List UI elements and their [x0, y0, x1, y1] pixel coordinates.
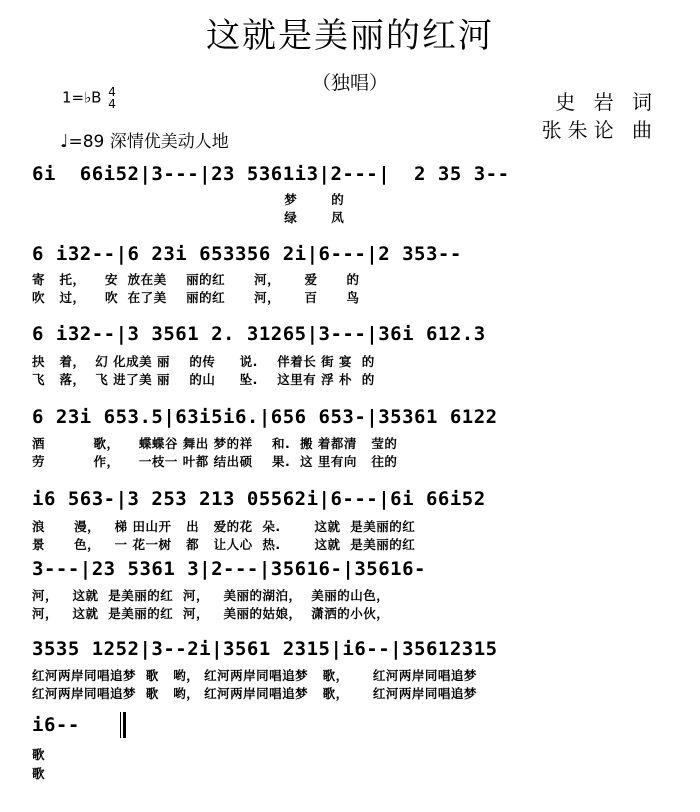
notation-row-6: 3---|23 5361 3|2---|35616-|35616- [32, 558, 426, 580]
quarter-note-icon: ♩ [60, 131, 69, 152]
subtitle: （独唱） [311, 72, 388, 94]
lyric-row-2b: 吹 过， 吹 在了美 丽的红 河， 百 鸟 [32, 290, 360, 305]
time-top: 4 [108, 85, 116, 99]
lyric-row-1a: 梦 的 [32, 192, 345, 207]
lyric-row-8b: 歌 [32, 766, 46, 781]
lyric-row-4b: 劳 作， 一枝一 叶都 结出硕 果. 这 里有向 往的 [32, 454, 398, 469]
notation-row-3: 6 i32--|3 3561 2. 31265|3---|36i 612.3 [32, 323, 486, 345]
tempo-text: =89 深情优美动人地 [68, 132, 229, 152]
lyric-row-4a: 酒 歌， 蝶蝶谷 舞出 梦的祥 和. 搬 着都清 莹的 [32, 436, 398, 451]
composer-credit: 张朱论 曲 [541, 118, 658, 142]
lyric-row-3b: 飞 落， 飞 进了美 丽 的山 坠. 这里有 浮 朴 的 [32, 372, 375, 387]
lyric-row-6b: 河， 这就 是美丽的红 河， 美丽的姑娘， 潇洒的小伙， [32, 606, 390, 621]
final-barline [120, 712, 126, 738]
notation-row-4: 6 23i 653.5|63i5i6.|656 653-|35361 6122 [32, 406, 498, 428]
notation-row-8: i6-- [32, 714, 80, 736]
lyric-row-7a: 红河两岸同唱追梦 歌 哟， 红河两岸同唱追梦 歌， 红河两岸同唱追梦 [32, 668, 477, 683]
lyric-row-5a: 浪 漫， 梯 田山开 出 爱的花 朵. 这就 是美丽的红 [32, 519, 416, 534]
time-bottom: 4 [108, 97, 116, 111]
time-signature [108, 86, 116, 110]
lyric-row-3a: 抉 着， 幻 化成美 丽 的传 说. 伴着长 街 宴 的 [32, 354, 375, 369]
lyric-row-5b: 景 色， 一 花一树 都 让人心 热. 这就 是美丽的红 [32, 537, 416, 552]
key-label: 1=♭B [62, 88, 102, 107]
lyric-row-1b: 绿 凤 [32, 210, 345, 225]
notation-row-2: 6 i32--|6 23i 653356 2i|6---|2 353-- [32, 243, 462, 265]
notation-row-1: 6i 66i52|3---|23 5361i3|2---| 2 35 3-- [32, 163, 510, 185]
lyric-row-8a: 歌 [32, 747, 46, 762]
notation-row-5: i6 563-|3 253 213 05562i|6---|6i 66i52 [32, 488, 486, 510]
notation-row-7: 3535 1252|3--2i|3561 2315|i6--|35612315 [32, 638, 498, 660]
lyricist-credit: 史 岩 词 [555, 90, 658, 114]
song-title: 这就是美丽的红河 [206, 16, 494, 56]
key-signature [62, 86, 116, 110]
lyric-row-6a: 河， 这就 是美丽的红 河， 美丽的湖泊， 美丽的山色， [32, 588, 390, 603]
lyric-row-2a: 寄 托， 安 放在美 丽的红 河， 爱 的 [32, 272, 360, 287]
lyric-row-7b: 红河两岸同唱追梦 歌 哟， 红河两岸同唱追梦 歌， 红河两岸同唱追梦 [32, 686, 477, 701]
tempo-marking [60, 127, 229, 152]
